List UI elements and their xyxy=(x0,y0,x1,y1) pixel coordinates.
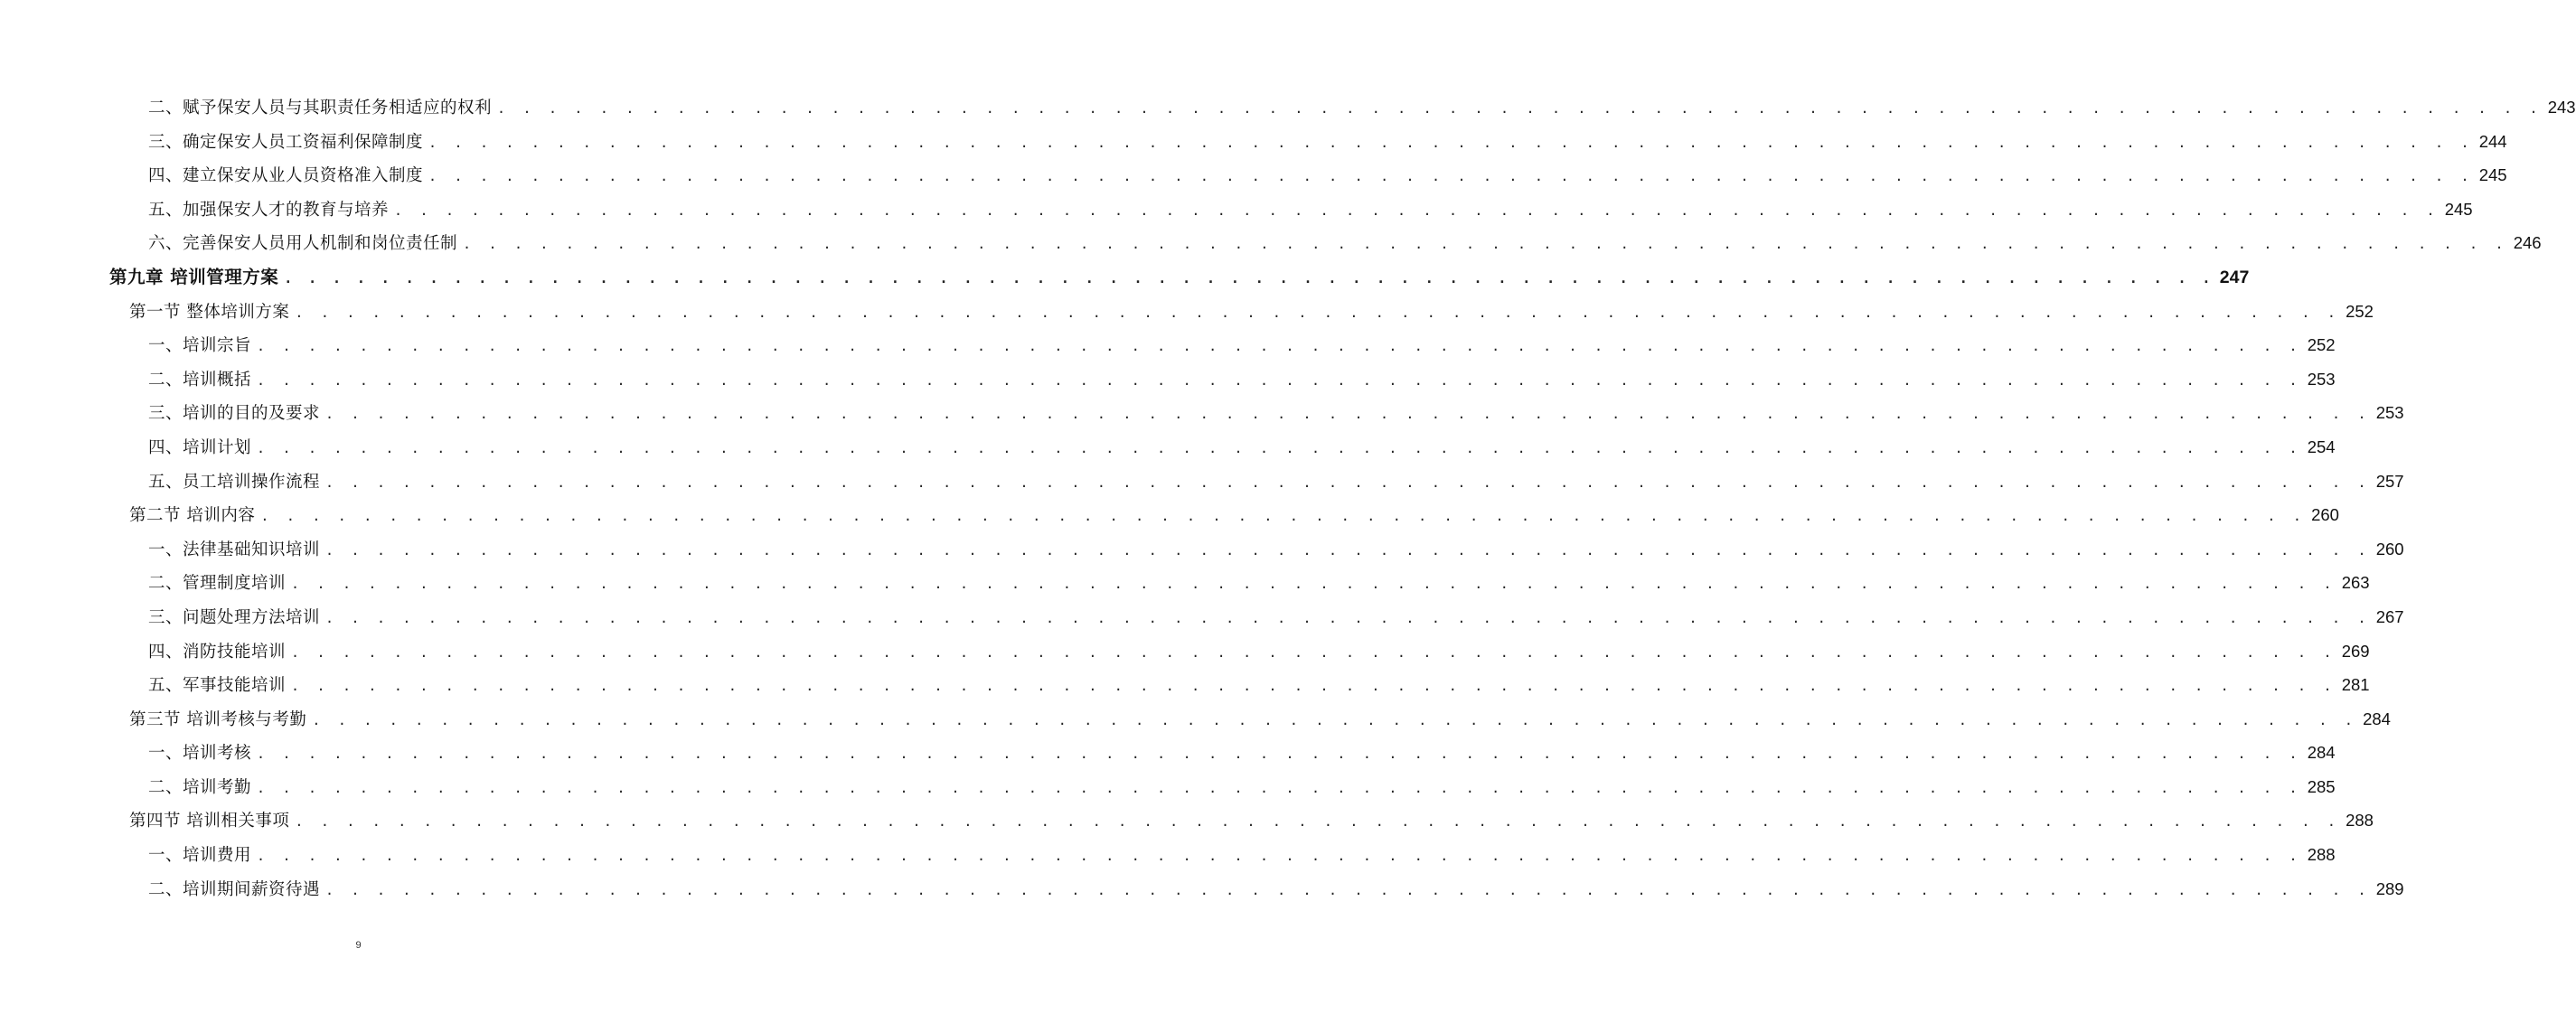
toc-entry-title: 六、完善保安人员用人机制和岗位责任制 xyxy=(148,234,458,254)
toc-entry-page-number: 288 xyxy=(2346,811,2374,831)
toc-dot-leader: . . . . . . . . . . . . . . . . . . . . . . . . . . . . . . . . . . . . . . . . . . . . . . . . . . . . . . . . . . . . . . . . . . . . . . . . . . . . . . . . xyxy=(257,746,2302,763)
toc-entry-item[interactable] xyxy=(0,430,2336,465)
toc-entry-page-number: 269 xyxy=(2341,641,2370,661)
toc-entry-page-number: 244 xyxy=(2478,131,2507,151)
toc-dot-leader: . . . . . . . . . . . . . . . . . . . . . . . . . . . . . . . . . . . . . . . . . . . . . . . . . . . . . . . . . . . . . . . . . . . . . . . . . . . . . . . . xyxy=(325,474,2371,491)
toc-entry-page-number: 263 xyxy=(2341,573,2370,593)
toc-entry-page-number: 260 xyxy=(2375,539,2404,559)
toc-entry-item[interactable] xyxy=(0,226,2542,260)
toc-dot-leader: . . . . . . . . . . . . . . . . . . . . . . . . . . . . . . . . . . . . . . . . . . . . . . . . . . . . . . . . . . . . . . . . . . . . . . . . . . . . . . . . xyxy=(325,406,2371,423)
toc-entry-item[interactable] xyxy=(0,328,2336,362)
toc-entry-title: 一、培训宗旨 xyxy=(148,336,252,356)
toc-entry-section[interactable] xyxy=(0,702,2391,737)
toc-entry-title: 二、培训概括 xyxy=(148,370,252,390)
toc-entry-page-number: 252 xyxy=(2346,301,2374,321)
toc-entry-section[interactable] xyxy=(0,803,2374,838)
toc-entry-title: 第二节 培训内容 xyxy=(129,506,256,526)
toc-entry-page-number: 288 xyxy=(2307,845,2336,865)
toc-dot-leader: . . . . . . . . . . . . . . . . . . . . . . . . . . . . . . . . . . . . . . . . . . . . . . . . . . . . . . . . . . . . . . . . . . . . . . . . . . . . . . . . xyxy=(428,134,2474,151)
toc-entry-chapter[interactable] xyxy=(0,260,2250,295)
toc-entry-title: 二、管理制度培训 xyxy=(148,574,287,594)
toc-entry-item[interactable] xyxy=(0,736,2336,770)
toc-entry-item[interactable] xyxy=(0,566,2370,600)
toc-entry-title: 二、培训期间薪资待遇 xyxy=(148,879,321,899)
toc-entry-page-number: 284 xyxy=(2307,743,2336,763)
toc-entry-section[interactable] xyxy=(0,498,2339,532)
toc-entry-title: 五、加强保安人才的教育与培养 xyxy=(148,200,390,220)
toc-dot-leader: . . . . . . . . . . . . . . . . . . . . . . . . . . . . . . . . . . . . . . . . . . . . . . . . . . . . . . . . . . . . . . . . . . . . . . . . . . . . . . . . xyxy=(325,541,2371,559)
page-number: 9 xyxy=(355,940,362,951)
toc-entry-title: 四、建立保安从业人员资格准入制度 xyxy=(148,166,424,186)
toc-entry-title: 四、培训计划 xyxy=(148,437,252,457)
toc-dot-leader: . . . . . . . . . . . . . . . . . . . . . . . . . . . . . . . . . . . . . . . . . . . . . . . . . . . . . . . . . . . . . . . . . . . . . . . . . . . . . . . . xyxy=(325,609,2371,626)
toc-entry-item[interactable] xyxy=(0,770,2336,804)
toc-entry-page-number: 253 xyxy=(2307,369,2336,389)
toc-dot-leader: . . . . . . . . . . . . . . . . . . . . . . . . . . . . . . . . . . . . . . . . . . . . . . . . . . . . . . . . . . . . . . . . . . . . . . . . . . . . . . . . xyxy=(463,236,2508,253)
toc-entry-item[interactable] xyxy=(0,90,2576,125)
toc-entry-item[interactable] xyxy=(0,532,2404,567)
toc-entry-page-number: 245 xyxy=(2478,165,2507,185)
toc-entry-title: 三、培训的目的及要求 xyxy=(148,404,321,424)
toc-entry-page-number: 252 xyxy=(2307,335,2336,355)
toc-entry-item[interactable] xyxy=(0,872,2404,906)
toc-entry-item[interactable] xyxy=(0,465,2404,499)
toc-entry-page-number: 254 xyxy=(2307,437,2336,456)
toc-dot-leader: . . . . . . . . . . . . . . . . . . . . . . . . . . . . . . . . . . . . . . . . . . . . . . . . . . . . . . . . . . . . . . . . . . . . . . . . . . . . . . . . xyxy=(257,439,2302,456)
toc-dot-leader: . . . . . . . . . . . . . . . . . . . . . . . . . . . . . . . . . . . . . . . . . . . . . . . . . . . . . . . . . . . . . . . . . . . . . . . . . . . . . . . . xyxy=(257,338,2302,355)
toc-entry-item[interactable] xyxy=(0,668,2370,702)
toc-dot-leader: . . . . . . . . . . . . . . . . . . . . . . . . . . . . . . . . . . . . . . . . . . . . . . . . . . . . . . . . . . . . . . . . . . . . . . . . . . . . . . . . xyxy=(295,813,2341,831)
toc-dot-leader: . . . . . . . . . . . . . . . . . . . . . . . . . . . . . . . . . . . . . . . . . . . . . . . . . . . . . . . . . . . . . . . . . . . . . . . . . . . . . . . . xyxy=(394,202,2440,219)
toc-entry-title: 五、员工培训操作流程 xyxy=(148,472,321,492)
toc-dot-leader: . . . . . . . . . . . . . . . . . . . . . . . . . . . . . . . . . . . . . . . . . . . . . . . . . . . . . . . . . . . . . . . . . . . . . . . . . . . . . . . . xyxy=(291,643,2336,661)
toc-entry-item[interactable] xyxy=(0,158,2507,192)
toc-dot-leader: . . . . . . . . . . . . . . . . . . . . . . . . . . . . . . . . . . . . . . . . . . . . . . . . . . . . . . . . . . . . . . . . . . . . . . . . . . . . . . . . xyxy=(260,508,2307,525)
toc-entry-section[interactable] xyxy=(0,295,2374,329)
toc-entry-title: 第九章 培训管理方案 xyxy=(109,266,279,287)
table-of-contents xyxy=(0,90,2576,906)
toc-entry-title: 二、赋予保安人员与其职责任务相适应的权利 xyxy=(148,99,493,117)
toc-dot-leader: . . . . . . . . . . . . . . . . . . . . . . . . . . . . . . . . . . . . . . . . . . . . . . . . . . . . . . . . . . . . . . . . . . . . . . . . . . . . . . . . xyxy=(291,576,2336,593)
toc-dot-leader: . . . . . . . . . . . . . . . . . . . . . . . . . . . . . . . . . . . . . . . . . . . . . . . . . . . . . . . . . . . . . . . . . . . . . . . . . . . . . . . . xyxy=(257,848,2302,865)
toc-dot-leader: . . . . . . . . . . . . . . . . . . . . . . . . . . . . . . . . . . . . . . . . . . . . . . . . . . . . . . . . . . . . . . . . . . . . . . . . . . . . . . . . xyxy=(428,168,2474,185)
toc-dot-leader: . . . . . . . . . . . . . . . . . . . . . . . . . . . . . . . . . . . . . . . . . . . . . . . . . . . . . . . . . . . . . . . . . . . . . . . . . . . . . . . . xyxy=(291,678,2336,695)
toc-entry-page-number: 284 xyxy=(2363,709,2391,728)
toc-entry-page-number: 257 xyxy=(2375,471,2404,491)
toc-entry-item[interactable] xyxy=(0,396,2404,430)
toc-dot-leader: . . . . . . . . . . . . . . . . . . . . . . . . . . . . . . . . . . . . . . . . . . . . . . . . . . . . . . . . . . . . . . . . . . . . . . . . . . . . . . . . xyxy=(497,100,2543,117)
toc-entry-page-number: 267 xyxy=(2375,606,2404,626)
toc-dot-leader: . . . . . . . . . . . . . . . . . . . . . . . . . . . . . . . . . . . . . . . . . . . . . . . . . . . . . . . . . . . . . . . . . . . . . . . . . . . . . . . . xyxy=(325,881,2371,898)
toc-entry-page-number: 246 xyxy=(2513,233,2542,253)
toc-entry-item[interactable] xyxy=(0,125,2507,159)
toc-dot-leader: . . . . . . . . . . . . . . . . . . . . . . . . . . . . . . . . . . . . . . . . . . . . . . . . . . . . . . . . . . . . . . . . . . . . . . . . . . . . . . . . xyxy=(257,371,2302,389)
toc-entry-title: 三、问题处理方法培训 xyxy=(148,607,321,627)
toc-dot-leader: . . . . . . . . . . . . . . . . . . . . . . . . . . . . . . . . . . . . . . . . . . . . . . . . . . . . . . . . . . . . . . . . . . . . . . . . . . . . . . . . xyxy=(284,269,2214,286)
toc-entry-title: 第三节 培训考核与考勤 xyxy=(129,709,307,729)
toc-entry-title: 第四节 培训相关事项 xyxy=(129,812,290,831)
toc-entry-page-number: 245 xyxy=(2444,199,2473,219)
toc-entry-title: 第一节 整体培训方案 xyxy=(129,302,290,322)
toc-entry-title: 一、培训费用 xyxy=(148,846,252,866)
toc-entry-item[interactable] xyxy=(0,634,2370,669)
toc-entry-title: 三、确定保安人员工资福利保障制度 xyxy=(148,132,424,152)
toc-entry-page-number: 253 xyxy=(2375,403,2404,423)
toc-dot-leader: . . . . . . . . . . . . . . . . . . . . . . . . . . . . . . . . . . . . . . . . . . . . . . . . . . . . . . . . . . . . . . . . . . . . . . . . . . . . . . . . xyxy=(257,779,2302,796)
toc-entry-page-number: 243 xyxy=(2547,98,2576,117)
toc-entry-page-number: 260 xyxy=(2311,505,2339,525)
toc-entry-title: 二、培训考勤 xyxy=(148,777,252,797)
toc-entry-page-number: 281 xyxy=(2341,675,2370,695)
toc-entry-title: 一、培训考核 xyxy=(148,744,252,764)
toc-entry-page-number: 285 xyxy=(2307,776,2336,796)
toc-entry-page-number: 247 xyxy=(2219,267,2250,287)
toc-entry-item[interactable] xyxy=(0,362,2336,397)
toc-dot-leader: . . . . . . . . . . . . . . . . . . . . . . . . . . . . . . . . . . . . . . . . . . . . . . . . . . . . . . . . . . . . . . . . . . . . . . . . . . . . . . . . xyxy=(295,304,2341,321)
toc-entry-item[interactable] xyxy=(0,600,2404,634)
toc-entry-title: 五、军事技能培训 xyxy=(148,676,287,696)
toc-dot-leader: . . . . . . . . . . . . . . . . . . . . . . . . . . . . . . . . . . . . . . . . . . . . . . . . . . . . . . . . . . . . . . . . . . . . . . . . . . . . . . . . xyxy=(312,711,2358,728)
toc-entry-page-number: 289 xyxy=(2375,878,2404,898)
toc-entry-title: 一、法律基础知识培训 xyxy=(148,540,321,559)
toc-entry-item[interactable] xyxy=(0,838,2336,872)
toc-entry-item[interactable] xyxy=(0,192,2473,227)
toc-entry-title: 四、消防技能培训 xyxy=(148,642,287,662)
